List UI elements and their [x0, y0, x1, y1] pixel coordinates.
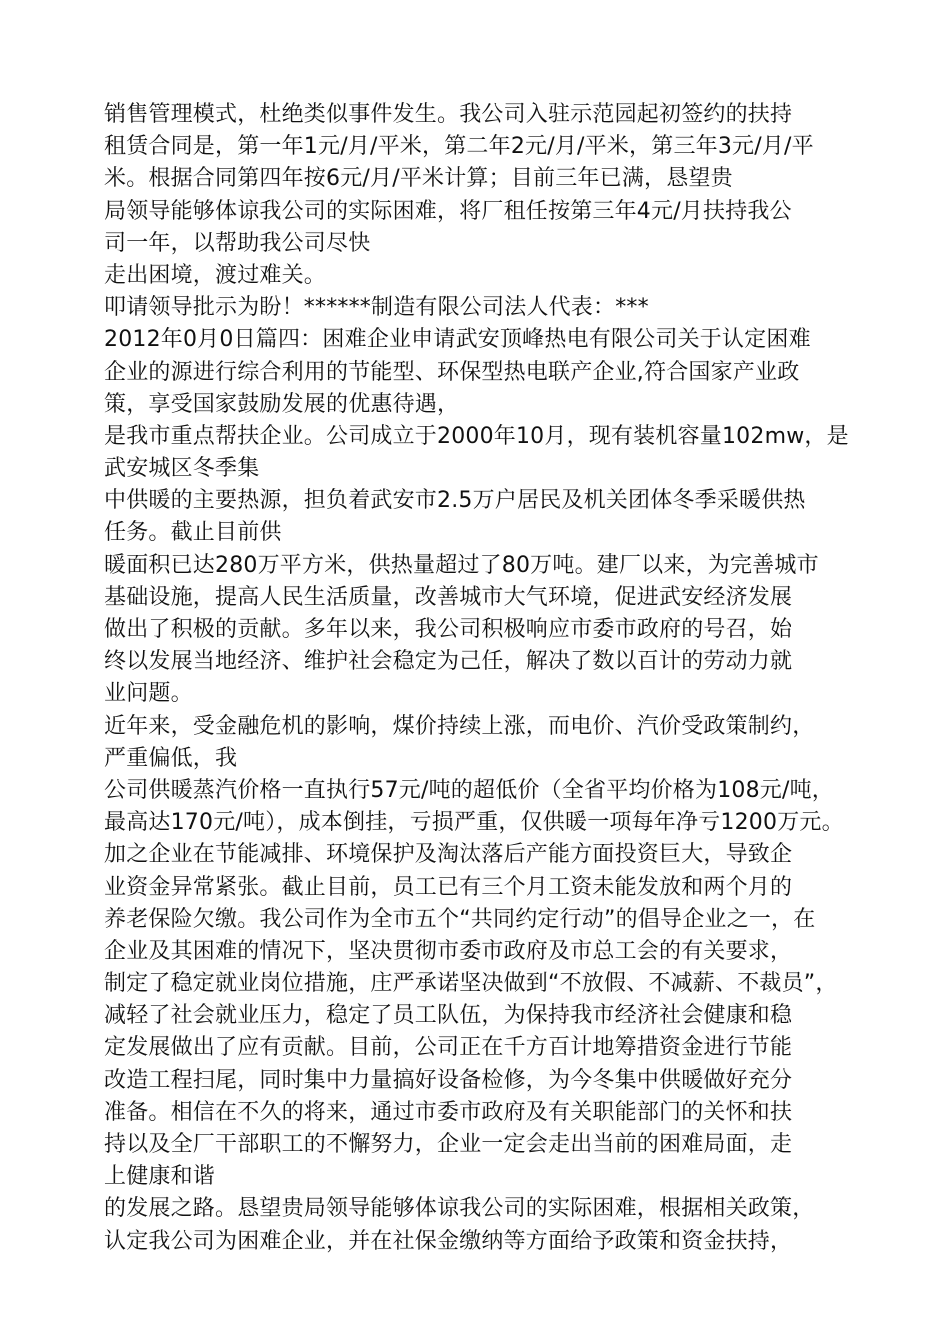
text-line: 准备。相信在不久的将来，通过市委市政府及有关职能部门的关怀和扶: [104, 1099, 793, 1125]
text-line: 终以发展当地经济、维护社会稳定为己任，解决了数以百计的劳动力就: [104, 649, 793, 675]
text-line: 改造工程扫尾，同时集中力量搞好设备检修，为今冬集中供暖做好充分: [104, 1067, 793, 1093]
text-line: 局领导能够体谅我公司的实际困难，将厂租任按第三年4元/月扶持我公: [104, 198, 792, 224]
text-line: 认定我公司为困难企业，并在社保金缴纳等方面给予政策和资金扶持，: [104, 1228, 793, 1254]
text-line: 企业的源进行综合利用的节能型、环保型热电联产企业,符合国家产业政: [104, 359, 800, 385]
text-line: 暖面积已达280万平方米，供热量超过了80万吨。建厂以来，为完善城市: [104, 552, 819, 578]
text-line: 米。根据合同第四年按6元/月/平米计算；目前三年已满，恳望贵: [104, 166, 733, 192]
text-line: 业资金异常紧张。截止目前，员工已有三个月工资未能发放和两个月的: [104, 874, 793, 900]
text-line: 定发展做出了应有贡献。目前，公司正在千方百计地筹措资金进行节能: [104, 1035, 793, 1061]
text-line: 策，享受国家鼓励发展的优惠待遇，: [104, 391, 460, 417]
text-line: 任务。截止目前供: [104, 520, 282, 546]
text-line: 租赁合同是，第一年1元/月/平米，第二年2元/月/平米，第三年3元/月/平: [104, 134, 814, 160]
text-line: 司一年，以帮助我公司尽快: [104, 230, 371, 256]
text-line: 企业及其困难的情况下，坚决贯彻市委市政府及市总工会的有关要求，: [104, 938, 793, 964]
text-line: 减轻了社会就业压力，稳定了员工队伍，为保持我市经济社会健康和稳: [104, 1003, 793, 1029]
text-line: 业问题。: [104, 681, 193, 707]
text-line: 公司供暖蒸汽价格一直执行57元/吨的超低价（全省平均价格为108元/吨，: [104, 777, 835, 803]
text-line: 严重偏低，我: [104, 745, 238, 771]
text-line: 中供暖的主要热源，担负着武安市2.5万户居民及机关团体冬季采暖供热: [104, 488, 806, 514]
text-line: 叩请领导批示为盼！******制造有限公司法人代表：***: [104, 295, 649, 321]
text-line: 是我市重点帮扶企业。公司成立于2000年10月，现有装机容量102mw，是: [104, 423, 849, 449]
text-line: 制定了稳定就业岗位措施，庄严承诺坚决做到“不放假、不减薪、不裁员”，: [104, 971, 838, 997]
text-line: 销售管理模式，杜绝类似事件发生。我公司入驻示范园起初签约的扶持: [104, 102, 793, 127]
text-line: 加之企业在节能减排、环境保护及淘汰落后产能方面投资巨大，导致企: [104, 842, 793, 868]
text-line: 近年来，受金融危机的影响，煤价持续上涨，而电价、汽价受政策制约，: [104, 713, 815, 739]
text-line: 2012年0月0日篇四：困难企业申请武安顶峰热电有限公司关于认定困难: [104, 327, 811, 353]
text-line: 最高达170元/吨），成本倒挂，亏损严重，仅供暖一项每年净亏1200万元。: [104, 810, 844, 836]
text-line: 走出困境，渡过难关。: [104, 262, 327, 288]
text-line: 持以及全厂干部职工的不懈努力，企业一定会走出当前的困难局面，走: [104, 1132, 793, 1157]
document-body: [104, 99, 884, 1258]
text-line: 基础设施，提高人民生活质量，改善城市大气环境，促进武安经济发展: [104, 584, 793, 610]
text-line: 做出了积极的贡献。多年以来，我公司积极响应市委市政府的号召，始: [104, 617, 793, 642]
text-line: 武安城区冬季集: [104, 456, 260, 482]
text-line: 上健康和谐: [104, 1164, 216, 1190]
text-line: 的发展之路。恳望贵局领导能够体谅我公司的实际困难，根据相关政策，: [104, 1196, 815, 1222]
text-line: 养老保险欠缴。我公司作为全市五个“共同约定行动”的倡导企业之一，在: [104, 906, 816, 932]
